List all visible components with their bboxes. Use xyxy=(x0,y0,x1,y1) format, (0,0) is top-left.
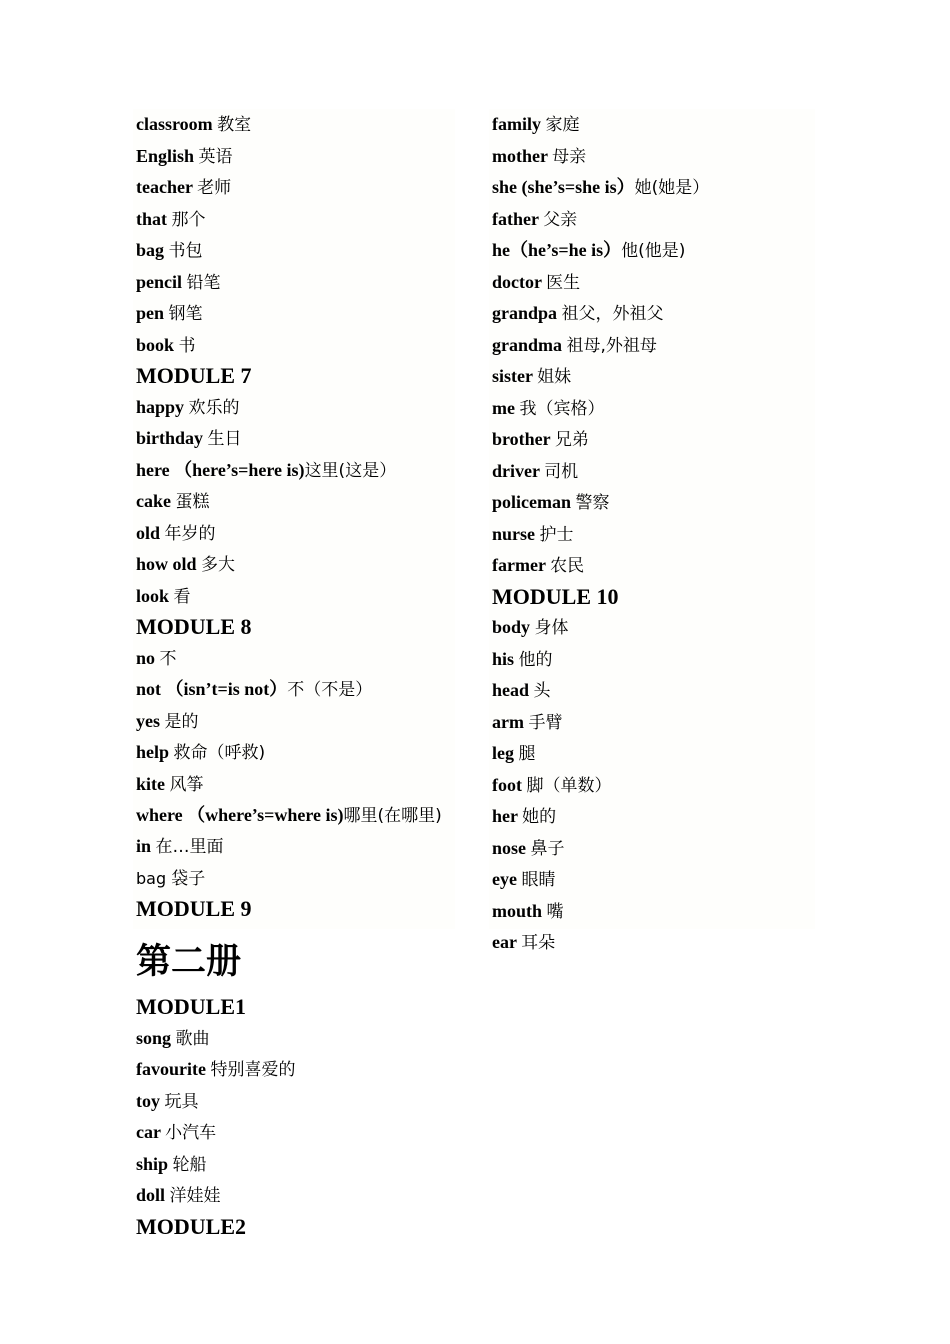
english-word: brother xyxy=(492,429,555,449)
vocab-entry xyxy=(492,424,815,456)
vocab-entry xyxy=(492,707,815,739)
vocab-entry xyxy=(136,1086,636,1118)
english-word: favourite xyxy=(136,1059,211,1079)
chinese-meaning: 看 xyxy=(173,586,191,607)
vocab-entry xyxy=(492,519,815,551)
english-word: doctor xyxy=(492,271,547,292)
english-word: not （isn’t=is not） xyxy=(136,679,288,699)
chinese-meaning: 家庭 xyxy=(545,115,580,135)
vocab-entry xyxy=(492,864,815,896)
vocab-entry xyxy=(492,612,815,644)
english-word: teacher xyxy=(136,177,198,197)
english-word: family xyxy=(492,114,546,134)
english-word: body xyxy=(492,617,535,637)
chinese-meaning: 袋子 xyxy=(171,868,206,889)
english-word: toy xyxy=(136,1090,165,1111)
english-word: nurse xyxy=(492,523,540,544)
english-word: her xyxy=(492,806,523,826)
chinese-meaning: 在…里面 xyxy=(155,837,224,857)
chinese-meaning: 护士 xyxy=(539,524,574,545)
vocab-entry xyxy=(136,109,455,141)
english-word: no xyxy=(136,647,160,668)
module-heading: MODULE 9 xyxy=(136,896,252,921)
english-word: ship xyxy=(136,1153,173,1174)
english-word: nose xyxy=(492,837,531,858)
vocab-entry xyxy=(136,831,455,863)
chinese-meaning: 那个 xyxy=(171,209,206,230)
english-word: bag xyxy=(136,868,172,888)
vocab-entry xyxy=(492,550,815,582)
chinese-meaning: 这里(这是） xyxy=(304,460,397,481)
english-word: book xyxy=(136,334,179,355)
vocab-entry xyxy=(492,267,815,299)
chinese-meaning: 特别喜爱的 xyxy=(210,1060,296,1080)
english-word: head xyxy=(492,680,534,700)
chinese-meaning: 兄弟 xyxy=(554,430,589,450)
chinese-meaning: 书包 xyxy=(168,241,203,261)
chinese-meaning: 轮船 xyxy=(172,1154,207,1175)
vocab-entry xyxy=(136,330,455,362)
english-word: how old xyxy=(136,554,202,574)
chinese-meaning: 祖母,外祖母 xyxy=(566,335,657,356)
module-heading: MODULE 8 xyxy=(136,614,252,639)
chinese-meaning: 是的 xyxy=(164,711,199,732)
chinese-meaning: 玩具 xyxy=(164,1091,199,1112)
english-word: English xyxy=(136,145,199,166)
english-word: car xyxy=(136,1122,166,1142)
english-word: that xyxy=(136,208,172,229)
chinese-meaning: 脚（单数） xyxy=(526,775,612,796)
english-word: song xyxy=(136,1027,176,1048)
vocab-entry xyxy=(492,393,815,425)
chinese-meaning: 蛋糕 xyxy=(175,492,210,512)
vocab-entry xyxy=(136,518,455,550)
vocab-entry xyxy=(492,644,815,676)
chinese-meaning: 祖父，外祖父 xyxy=(561,304,664,324)
english-word: policeman xyxy=(492,492,576,512)
vocab-entry xyxy=(136,737,455,769)
chinese-meaning: 司机 xyxy=(544,461,579,482)
chinese-meaning: 嘴 xyxy=(546,901,564,922)
chinese-meaning: 钢笔 xyxy=(168,304,203,324)
chinese-meaning: 教室 xyxy=(217,115,252,135)
vocab-entry xyxy=(136,800,451,831)
vocab-entry xyxy=(136,643,455,675)
vocab-entry xyxy=(136,204,455,236)
english-word: where （where’s=where is) xyxy=(136,805,344,825)
vocab-column-left xyxy=(133,109,455,929)
vocab-entry xyxy=(136,455,455,487)
vocab-entry xyxy=(136,1180,636,1212)
chinese-meaning: 我（宾格） xyxy=(519,398,605,419)
english-word: grandma xyxy=(492,334,567,355)
vocab-entry xyxy=(492,235,815,267)
vocab-entry xyxy=(136,1117,636,1149)
vocab-entry xyxy=(136,267,455,299)
book-two-title: 第二册 xyxy=(136,942,242,982)
english-word: yes xyxy=(136,710,165,731)
chinese-meaning: 医生 xyxy=(546,272,581,293)
english-word: arm xyxy=(492,711,529,732)
english-word: doll xyxy=(136,1185,170,1205)
english-word: kite xyxy=(136,773,170,794)
vocab-entry xyxy=(492,801,815,833)
module-heading: MODULE1 xyxy=(136,994,246,1019)
chinese-meaning: 救命（呼救) xyxy=(173,743,266,763)
english-word: foot xyxy=(492,774,527,795)
english-word: his xyxy=(492,648,519,669)
chinese-meaning: 他的 xyxy=(518,649,553,670)
chinese-meaning: 生日 xyxy=(207,429,242,449)
vocab-entry xyxy=(492,361,815,393)
vocab-entry xyxy=(136,423,455,455)
chinese-meaning: 欢乐的 xyxy=(188,397,240,418)
chinese-meaning: 不 xyxy=(159,648,177,669)
chinese-meaning: 不（不是） xyxy=(287,680,373,700)
vocab-entry xyxy=(136,235,455,267)
english-word: me xyxy=(492,397,520,418)
book-two-section xyxy=(136,932,636,1242)
vocab-entry xyxy=(136,141,455,173)
vocab-entry xyxy=(136,1149,636,1181)
vocab-entry xyxy=(492,675,815,707)
vocab-entry xyxy=(136,1054,636,1086)
module-heading: MODULE 7 xyxy=(136,363,252,388)
chinese-meaning: 年岁的 xyxy=(164,523,216,544)
chinese-meaning: 他(他是) xyxy=(621,241,686,261)
english-word: leg xyxy=(492,743,519,763)
vocab-entry xyxy=(492,456,815,488)
vocab-entry xyxy=(492,738,815,770)
english-word: pencil xyxy=(136,271,187,292)
chinese-meaning: 母亲 xyxy=(552,146,587,167)
english-word: here （here’s=here is) xyxy=(136,459,305,480)
chinese-meaning: 身体 xyxy=(534,618,569,638)
english-word: he（he’s=he is） xyxy=(492,240,622,260)
chinese-meaning: 哪里(在哪里) xyxy=(343,806,442,826)
vocab-entry xyxy=(492,330,815,362)
chinese-meaning: 鼻子 xyxy=(530,838,565,859)
vocab-entry xyxy=(492,298,815,330)
module-heading: MODULE2 xyxy=(136,1213,246,1239)
english-word: father xyxy=(492,208,544,229)
english-word: pen xyxy=(136,303,169,323)
chinese-meaning: 老师 xyxy=(197,178,232,198)
chinese-meaning: 手臂 xyxy=(528,712,563,733)
english-word: look xyxy=(136,585,174,606)
english-word: mother xyxy=(492,145,553,166)
vocab-entry xyxy=(136,1023,636,1055)
english-word: eye xyxy=(492,869,522,889)
vocab-entry xyxy=(492,833,815,865)
vocab-entry xyxy=(136,549,455,581)
vocab-entry xyxy=(136,863,455,895)
english-word: grandpa xyxy=(492,303,562,323)
chinese-meaning: 小汽车 xyxy=(165,1123,217,1143)
vocab-column-right xyxy=(489,109,815,953)
english-word: classroom xyxy=(136,114,218,134)
vocab-entry xyxy=(136,172,455,204)
chinese-meaning: 洋娃娃 xyxy=(169,1186,221,1206)
chinese-meaning: 耳朵 xyxy=(521,933,556,953)
vocab-entry xyxy=(136,392,455,424)
vocab-entry xyxy=(136,298,455,330)
vocab-entry xyxy=(136,581,455,613)
english-word: mouth xyxy=(492,900,547,921)
vocab-entry xyxy=(492,109,815,141)
vocab-entry xyxy=(136,486,455,518)
chinese-meaning: 父亲 xyxy=(543,209,578,230)
chinese-meaning: 农民 xyxy=(550,556,585,576)
chinese-meaning: 警察 xyxy=(575,493,610,513)
english-word: birthday xyxy=(136,428,208,448)
vocab-entry xyxy=(136,674,455,706)
english-word: sister xyxy=(492,366,538,386)
vocab-entry xyxy=(492,770,815,802)
english-word: she (she’s=she is） xyxy=(492,177,635,197)
english-word: old xyxy=(136,522,165,543)
chinese-meaning: 英语 xyxy=(198,146,233,167)
english-word: in xyxy=(136,836,156,856)
module-heading: MODULE 10 xyxy=(492,583,619,609)
chinese-meaning: 多大 xyxy=(201,555,236,575)
english-word: help xyxy=(136,742,174,762)
english-word: cake xyxy=(136,491,176,511)
chinese-meaning: 她(她是） xyxy=(634,178,710,198)
chinese-meaning: 歌曲 xyxy=(175,1028,210,1049)
chinese-meaning: 她的 xyxy=(522,807,557,827)
chinese-meaning: 腿 xyxy=(518,744,536,764)
english-word: ear xyxy=(492,932,522,952)
book-two-list xyxy=(136,992,636,1242)
vocab-entry xyxy=(492,204,815,236)
vocab-entry xyxy=(492,172,815,204)
chinese-meaning: 风筝 xyxy=(169,774,204,795)
english-word: happy xyxy=(136,396,189,417)
vocab-entry xyxy=(492,141,815,173)
vocab-entry xyxy=(492,487,815,519)
english-word: farmer xyxy=(492,555,551,575)
english-word: bag xyxy=(136,240,169,260)
chinese-meaning: 头 xyxy=(533,681,551,701)
chinese-meaning: 铅笔 xyxy=(186,272,221,293)
english-word: driver xyxy=(492,460,545,481)
chinese-meaning: 眼睛 xyxy=(521,870,556,890)
vocab-entry xyxy=(136,706,455,738)
chinese-meaning: 姐妹 xyxy=(537,367,572,387)
vocab-entry xyxy=(136,769,455,801)
chinese-meaning: 书 xyxy=(178,335,196,356)
vocab-entry xyxy=(492,896,815,928)
